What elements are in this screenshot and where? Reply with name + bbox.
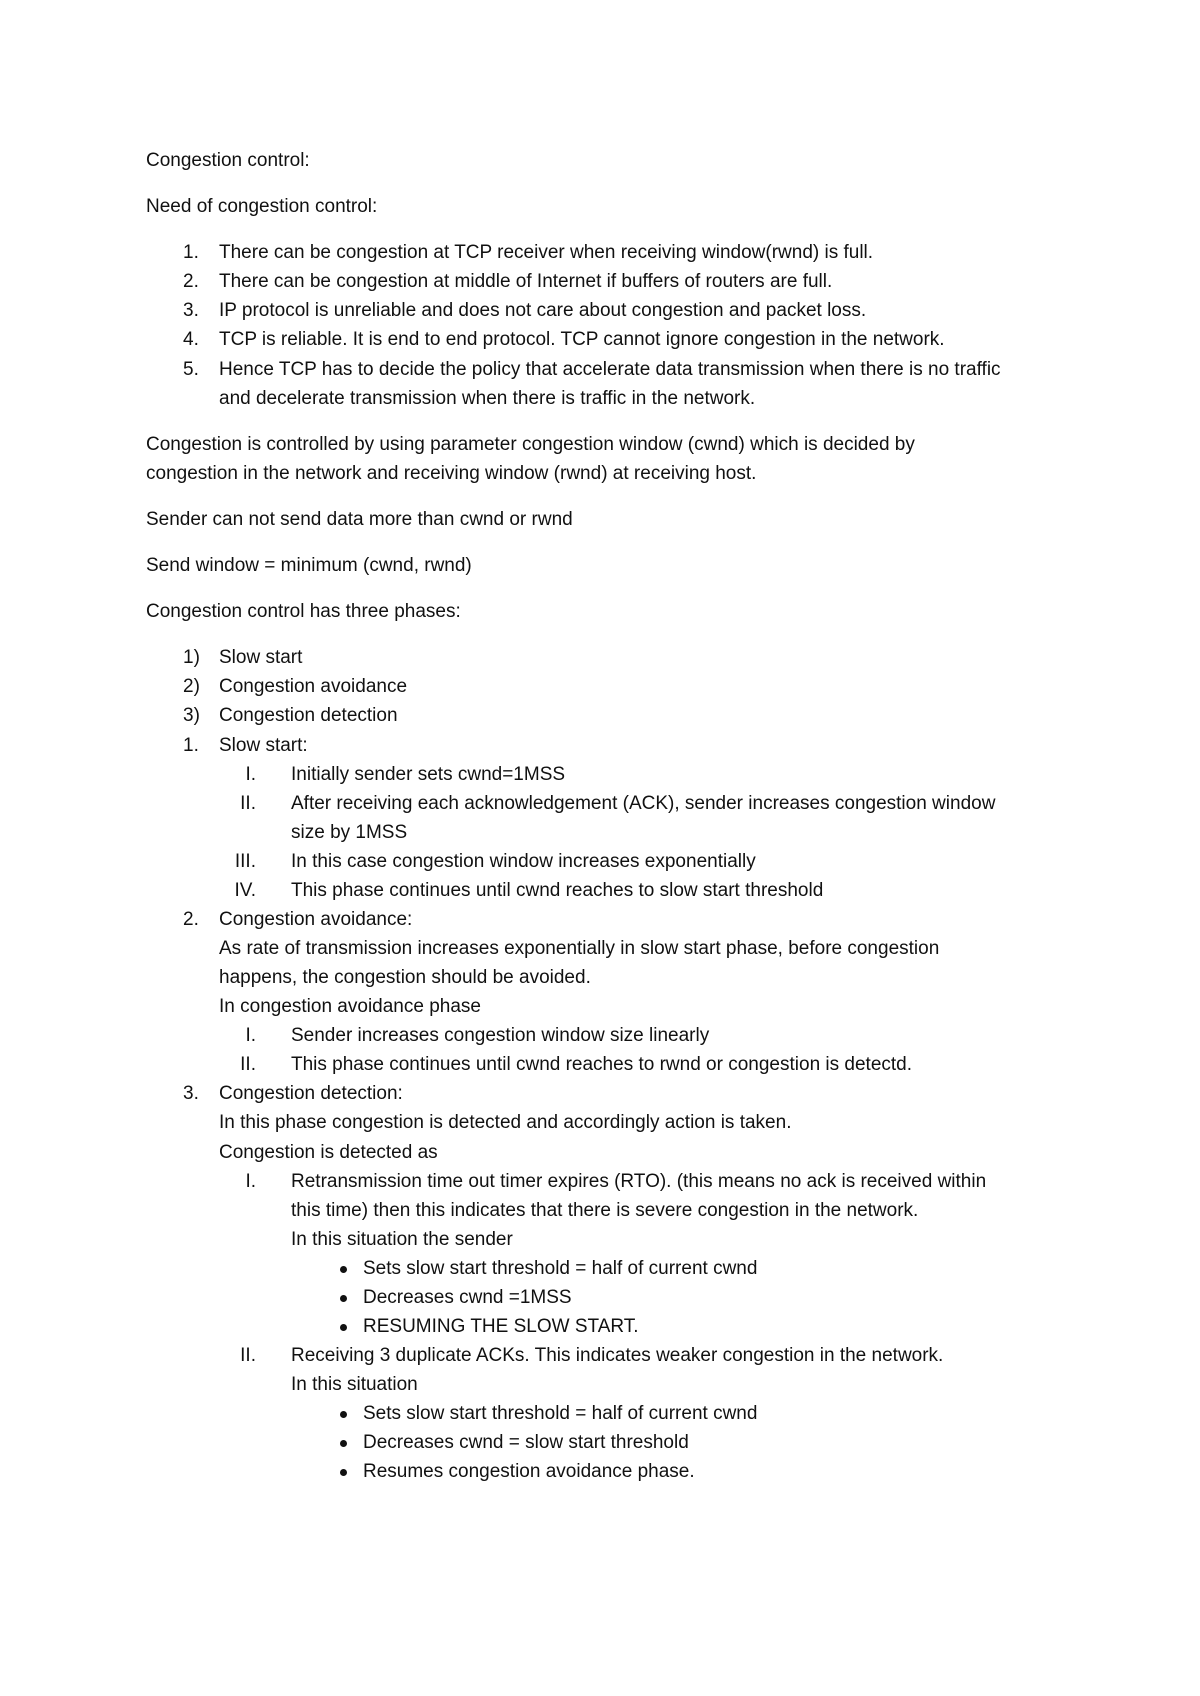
avoidance-paragraph: As rate of transmission increases exponentially in slow start phase, before congestion bbox=[219, 938, 940, 959]
list-item: TCP is reliable. It is end to end protocol. TCP cannot ignore congestion in the network. bbox=[219, 329, 945, 350]
section-number: 3. bbox=[183, 1083, 199, 1104]
bullet-item: RESUMING THE SLOW START. bbox=[363, 1316, 639, 1337]
phase-item: Congestion avoidance bbox=[219, 676, 408, 697]
roman-numeral: I. bbox=[245, 764, 256, 785]
slow-start-item: After receiving each acknowledgement (ACK), sender increases congestion window bbox=[291, 793, 996, 814]
slow-start-item: In this case congestion window increases exponentially bbox=[291, 851, 756, 872]
roman-numeral: I. bbox=[245, 1171, 256, 1192]
list-item-continuation: and decelerate transmission when there is traffic in the network. bbox=[219, 388, 756, 409]
phase-item: Slow start bbox=[219, 647, 303, 668]
roman-numeral: II. bbox=[240, 1054, 256, 1075]
bullet-item: Decreases cwnd = slow start threshold bbox=[363, 1432, 689, 1453]
send-window-line: Send window = minimum (cwnd, rwnd) bbox=[146, 555, 472, 576]
detection-sub-heading: In this situation the sender bbox=[291, 1229, 513, 1250]
list-item: IP protocol is unreliable and does not care about congestion and packet loss. bbox=[219, 300, 867, 321]
list-number: 2. bbox=[183, 271, 199, 292]
list-number: 3) bbox=[183, 705, 200, 726]
detection-sub-heading: In this situation bbox=[291, 1374, 418, 1395]
list-number: 4. bbox=[183, 329, 199, 350]
slow-start-item: This phase continues until cwnd reaches to slow start threshold bbox=[291, 880, 824, 901]
bullet-icon bbox=[340, 1469, 347, 1476]
roman-numeral: II. bbox=[240, 793, 256, 814]
section-heading-avoidance: Congestion avoidance: bbox=[219, 909, 413, 930]
paragraph-cwnd-line-1: Congestion is controlled by using parameter congestion window (cwnd) which is decided by bbox=[146, 434, 915, 455]
document-title: Congestion control: bbox=[146, 150, 310, 171]
roman-numeral: I. bbox=[245, 1025, 256, 1046]
detection-paragraph: In this phase congestion is detected and accordingly action is taken. bbox=[219, 1112, 792, 1133]
bullet-icon bbox=[340, 1266, 347, 1273]
roman-numeral: III. bbox=[234, 851, 256, 872]
avoidance-item: Sender increases congestion window size linearly bbox=[291, 1025, 710, 1046]
paragraph-cwnd-line-2: congestion in the network and receiving window (rwnd) at receiving host. bbox=[146, 463, 757, 484]
sender-line: Sender can not send data more than cwnd or rwnd bbox=[146, 509, 573, 530]
bullet-item: Sets slow start threshold = half of current cwnd bbox=[363, 1403, 758, 1424]
avoidance-paragraph: In congestion avoidance phase bbox=[219, 996, 481, 1017]
need-heading: Need of congestion control: bbox=[146, 196, 378, 217]
phases-heading: Congestion control has three phases: bbox=[146, 601, 461, 622]
list-item: There can be congestion at middle of Internet if buffers of routers are full. bbox=[219, 271, 833, 292]
avoidance-item: This phase continues until cwnd reaches to rwnd or congestion is detectd. bbox=[291, 1054, 913, 1075]
section-heading-slow-start: Slow start: bbox=[219, 735, 308, 756]
bullet-item: Resumes congestion avoidance phase. bbox=[363, 1461, 695, 1482]
detection-item: Receiving 3 duplicate ACKs. This indicates weaker congestion in the network. bbox=[291, 1345, 944, 1366]
detection-paragraph: Congestion is detected as bbox=[219, 1142, 438, 1163]
list-number: 3. bbox=[183, 300, 199, 321]
list-number: 2) bbox=[183, 676, 200, 697]
list-number: 1) bbox=[183, 647, 200, 668]
list-number: 5. bbox=[183, 359, 199, 380]
detection-item: Retransmission time out timer expires (RTO). (this means no ack is received within bbox=[291, 1171, 987, 1192]
bullet-icon bbox=[340, 1411, 347, 1418]
bullet-item: Decreases cwnd =1MSS bbox=[363, 1287, 572, 1308]
bullet-item: Sets slow start threshold = half of current cwnd bbox=[363, 1258, 758, 1279]
avoidance-paragraph: happens, the congestion should be avoided. bbox=[219, 967, 591, 988]
detection-item-continuation: this time) then this indicates that there is severe congestion in the network. bbox=[291, 1200, 919, 1221]
list-number: 1. bbox=[183, 242, 199, 263]
list-item: There can be congestion at TCP receiver when receiving window(rwnd) is full. bbox=[219, 242, 874, 263]
bullet-icon bbox=[340, 1324, 347, 1331]
slow-start-item: Initially sender sets cwnd=1MSS bbox=[291, 764, 566, 785]
roman-numeral: II. bbox=[240, 1345, 256, 1366]
phase-item: Congestion detection bbox=[219, 705, 398, 726]
bullet-icon bbox=[340, 1295, 347, 1302]
list-item: Hence TCP has to decide the policy that accelerate data transmission when there is no traffic bbox=[219, 359, 1001, 380]
section-number: 2. bbox=[183, 909, 199, 930]
section-number: 1. bbox=[183, 735, 199, 756]
section-heading-detection: Congestion detection: bbox=[219, 1083, 403, 1104]
roman-numeral: IV. bbox=[234, 880, 256, 901]
slow-start-item-continuation: size by 1MSS bbox=[291, 822, 408, 843]
bullet-icon bbox=[340, 1440, 347, 1447]
